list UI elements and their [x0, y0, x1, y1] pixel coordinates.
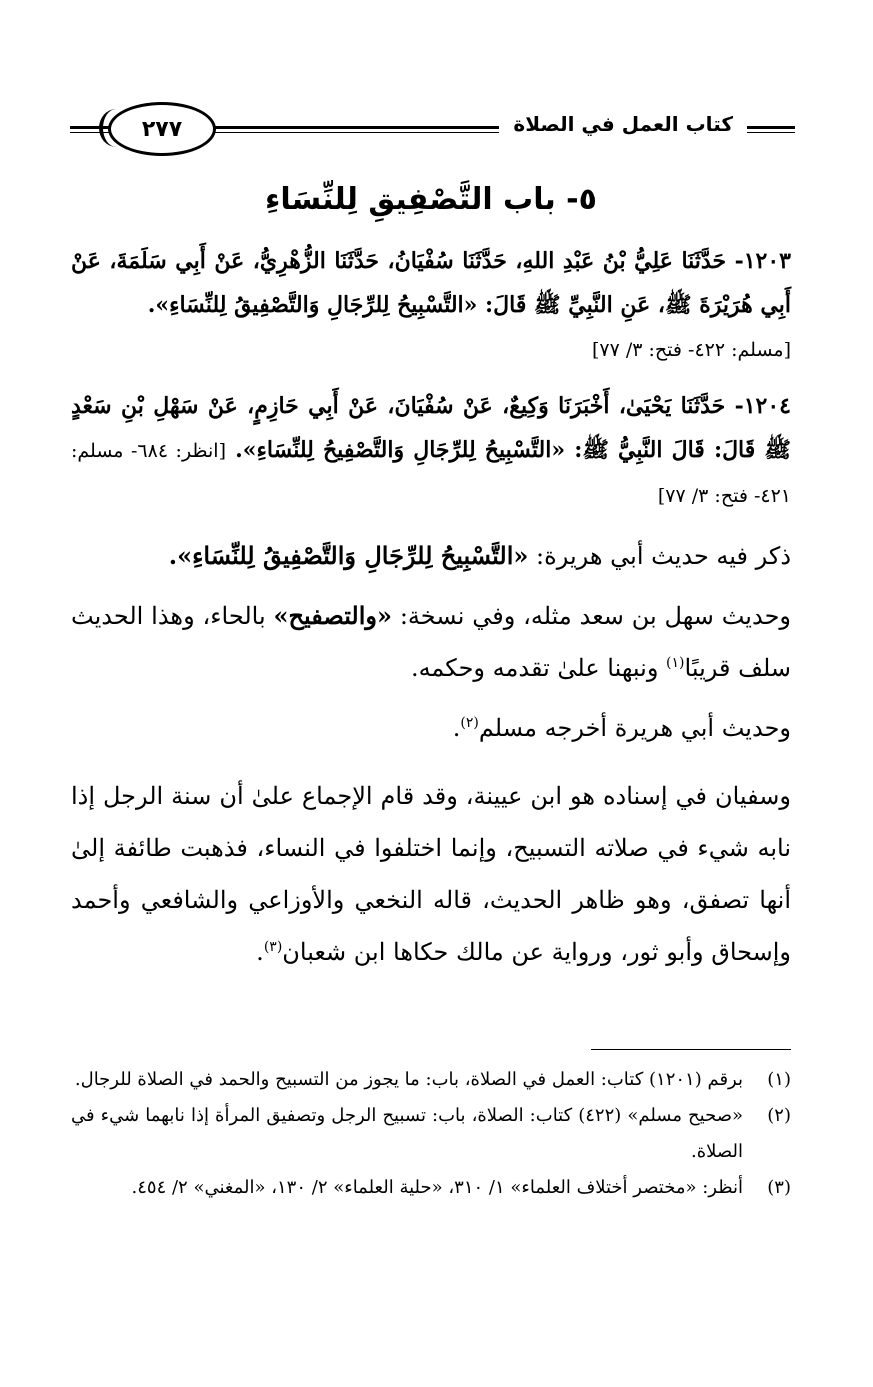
page-number: ٢٧٧ [141, 116, 183, 142]
paragraph-text: . [452, 714, 461, 742]
hadith-1203 [71, 239, 791, 372]
footnote-ref-1[interactable]: (١) [666, 655, 685, 671]
hadith-text: ١٢٠٤- حَدَّثَنَا يَحْيَىٰ، أَخْبَرَنَا وَكِيعٌ، عَنْ سُفْيَانَ، عَنْ أَبِي حَازِمٍ، عَنْ سَهْلِ بْنِ سَعْدٍ ﷺ قَالَ: قَالَ النَّبِيُّ ﷺ: «التَّسْبِيحُ لِلرِّجَالِ وَالتَّصْفِيحُ لِلنِّسَاءِ». [71, 393, 791, 463]
variant-quote: «والتصفيح» [273, 601, 392, 630]
footnote-3 [71, 1170, 791, 1206]
footnote-2 [71, 1098, 791, 1170]
footnotes [71, 1062, 791, 1206]
book-title: كتاب العمل في الصلاة [499, 112, 747, 136]
page-header [70, 100, 795, 170]
paragraph-text: وسفيان في إسناده هو ابن عيينة، وقد قام الإجماع علىٰ أن سنة الرجل إذا نابه شيء في صلاته التسبيح، وإنما اختلفوا في النساء، فذهبت طائفة إلىٰ أنها تصفق، وهو ظاهر الحديث، قاله النخعي والأوزاعي والشافعي وأحمد وإسحاق وأبو ثور، ورواية عن مالك حكاها ابن شعبان [71, 782, 791, 966]
paragraph-text: . [256, 938, 264, 966]
paragraph-text: وحديث أبي هريرة أخرجه مسلم [478, 714, 791, 742]
paragraph-text: بالحاء، وهذا الحديث سلف قريبًا [71, 602, 791, 682]
paragraph-text: ونبهنا علىٰ تقدمه وحكمه. [410, 654, 667, 682]
chapter-title: ٥- باب التَّصْفِيقِ لِلنِّسَاءِ [265, 182, 597, 217]
page-number-badge [108, 102, 216, 156]
hadith-reference: [انظر: ٦٨٤- مسلم: ٤٢١- فتح: ٣/ ٧٧] [71, 440, 791, 507]
footnote-number: (١) [767, 1069, 791, 1090]
footnote-text: أنظر: «مختصر أختلاف العلماء» ١/ ٣١٠، «حلية العلماء» ٢/ ١٣٠، «المغني» ٢/ ٤٥٤. [131, 1177, 743, 1198]
page-body [71, 182, 791, 978]
footnote-ref-2[interactable]: (٢) [460, 715, 479, 731]
paragraph-text: وحديث سهل بن سعد مثله، وفي نسخة: [392, 602, 791, 630]
footnote-text: «صحيح مسلم» (٤٢٢) كتاب: الصلاة، باب: تسبيح الرجل وتصفيق المرأة إذا نابهما شيء في الصلاة. [71, 1105, 743, 1162]
hadith-text: ١٢٠٣- حَدَّثَنَا عَلِيُّ بْنُ عَبْدِ اللهِ، حَدَّثَنَا سُفْيَانُ، حَدَّثَنَا الزُّهْرِيُّ، عَنْ أَبِي سَلَمَةَ، عَنْ أَبِي هُرَيْرَةَ ﷺ، عَنِ النَّبِيِّ ﷺ قَالَ: «التَّسْبِيحُ لِلرِّجَالِ وَالتَّصْفِيقُ لِلنِّسَاءِ». [71, 248, 791, 318]
footnote-number: (٢) [767, 1105, 791, 1126]
hadith-1204 [71, 384, 791, 518]
commentary-paragraph-2 [71, 590, 791, 694]
footnote-1 [71, 1062, 791, 1098]
paragraph-text: ذكر فيه حديث أبي هريرة: [528, 542, 791, 570]
hadith-quote: «التَّسْبِيحُ لِلرِّجَالِ وَالتَّصْفِيقُ لِلنِّسَاءِ». [168, 541, 529, 570]
hadith-reference: [مسلم: ٤٢٢- فتح: ٣/ ٧٧] [591, 339, 791, 361]
footnote-ref-3[interactable]: (٣) [263, 939, 283, 955]
commentary-paragraph-4 [71, 770, 791, 978]
commentary-paragraph-1 [71, 530, 791, 582]
footnote-divider [591, 1049, 791, 1050]
commentary-paragraph-3 [71, 702, 791, 754]
header-rule-right [755, 126, 795, 133]
footnote-text: برقم (١٢٠١) كتاب: العمل في الصلاة، باب: ما يجوز من التسبيح والحمد في الصلاة للرجال. [74, 1069, 743, 1090]
footnote-number: (٣) [767, 1177, 791, 1198]
